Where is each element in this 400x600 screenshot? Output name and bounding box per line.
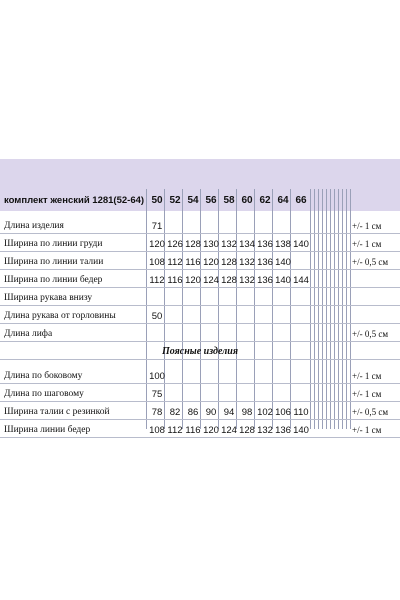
size-value: 140 [293,425,309,436]
grid-vline [254,189,255,429]
size-value: 116 [185,425,201,436]
size-value: 140 [293,239,309,250]
grid-vline [314,189,315,429]
grid-vline [338,189,339,429]
grid-vline [218,189,219,429]
row-label: Длина изделия [4,221,64,231]
size-value: 75 [151,389,163,400]
grid-vline [346,189,347,429]
tolerance: +/- 1 см [352,239,382,249]
tolerance: +/- 1 см [352,425,382,435]
grid-vline [182,189,183,429]
row-label: Длина по шаговому [4,389,84,399]
size-chart [0,159,400,436]
size-header-52: 52 [169,195,181,206]
size-value: 128 [221,275,237,286]
grid-hline [0,341,400,342]
tolerance: +/- 1 см [352,371,382,381]
grid-hline [0,287,400,288]
size-value: 78 [151,407,163,418]
size-value: 140 [275,257,291,268]
grid-vline [200,189,201,429]
tolerance: +/- 1 см [352,389,382,399]
grid-vline [322,189,323,429]
size-value: 128 [239,425,255,436]
grid-vline [290,189,291,429]
row-label: Длина рукава от горловины [4,311,116,321]
tolerance: +/- 1 см [352,221,382,231]
size-value: 136 [257,239,273,250]
grid-vline [310,189,311,429]
size-value: 112 [167,257,183,268]
size-value: 132 [257,425,273,436]
size-value: 98 [241,407,253,418]
row-label: Ширина по линии талии [4,257,104,267]
size-value: 120 [149,239,165,250]
size-value: 136 [275,425,291,436]
size-value: 90 [205,407,217,418]
size-value: 126 [167,239,183,250]
grid-vline [350,189,351,429]
grid-hline [0,251,400,252]
size-value: 128 [221,257,237,268]
grid-hline [0,305,400,306]
size-value: 136 [257,275,273,286]
grid-hline [0,383,400,384]
size-value: 116 [167,275,183,286]
size-value: 132 [239,257,255,268]
size-value: 124 [221,425,237,436]
grid-hline [0,401,400,402]
grid-vline [236,189,237,429]
size-value: 112 [167,425,183,436]
size-header-60: 60 [241,195,253,206]
size-value: 134 [239,239,255,250]
grid-vline [326,189,327,429]
size-header-58: 58 [223,195,235,206]
size-value: 120 [203,257,219,268]
row-label: Длина по боковому [4,371,83,381]
size-value: 71 [151,221,163,232]
size-value: 106 [275,407,291,418]
size-header-54: 54 [187,195,199,206]
size-value: 132 [221,239,237,250]
grid-hline [0,233,400,234]
grid-vline [330,189,331,429]
size-value: 94 [223,407,235,418]
grid-vline [146,189,147,429]
product-title: комплект женский 1281(52-64) [4,195,145,206]
size-value: 50 [151,311,163,322]
size-value: 100 [149,371,165,382]
size-value: 120 [203,425,219,436]
size-value: 132 [239,275,255,286]
grid-hline [0,419,400,420]
grid-hline [0,359,400,360]
size-value: 82 [169,407,181,418]
grid-hline [0,269,400,270]
size-value: 140 [275,275,291,286]
size-value: 144 [293,275,309,286]
size-header-56: 56 [205,195,217,206]
size-value: 130 [203,239,219,250]
row-label: Длина лифа [4,329,53,339]
size-value: 128 [185,239,201,250]
size-value: 138 [275,239,291,250]
row-label: Ширина рукава внизу [4,293,93,303]
tolerance: +/- 0,5 см [352,257,389,267]
grid-hline [0,437,400,438]
grid-vline [272,189,273,429]
size-value: 136 [257,257,273,268]
grid-vline [318,189,319,429]
size-value: 116 [185,257,201,268]
size-value: 108 [149,425,165,436]
size-value: 108 [149,257,165,268]
row-label: Ширина по линии груди [4,239,103,249]
row-label: Ширина линии бедер [4,425,91,435]
grid-vline [342,189,343,429]
section-title: Поясные изделия [162,346,238,357]
tolerance: +/- 0,5 см [352,329,389,339]
size-value: 112 [149,275,165,286]
row-label: Ширина талии с резинкой [4,407,110,417]
tolerance: +/- 0,5 см [352,407,389,417]
row-label: Ширина по линии бедер [4,275,103,285]
size-header-62: 62 [259,195,271,206]
size-value: 124 [203,275,219,286]
size-header-64: 64 [277,195,289,206]
grid-hline [0,323,400,324]
size-header-50: 50 [151,195,163,206]
grid-vline [334,189,335,429]
size-value: 86 [187,407,199,418]
size-value: 120 [185,275,201,286]
size-value: 110 [293,407,309,418]
size-header-66: 66 [295,195,307,206]
size-value: 102 [257,407,273,418]
